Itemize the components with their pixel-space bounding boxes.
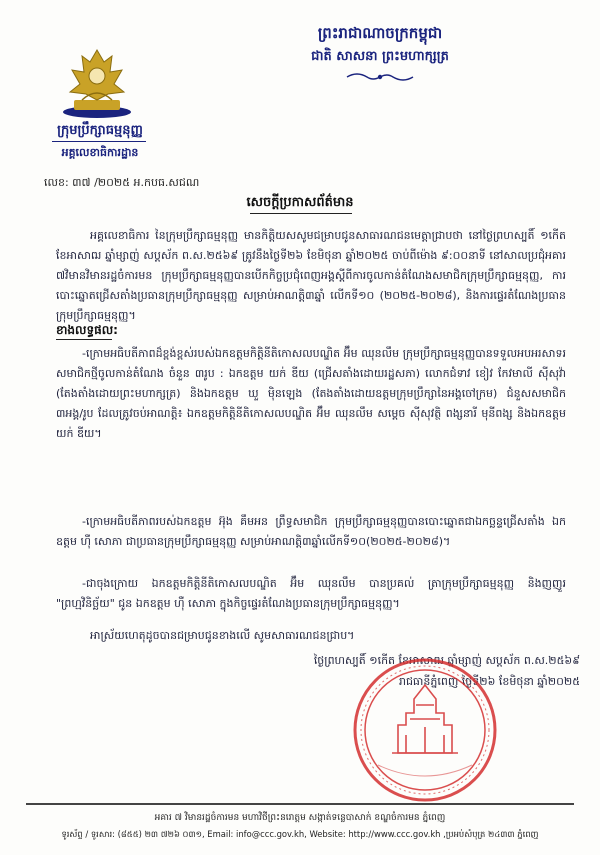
footer-contact: ទូរស័ព្ទ / ទូរសារ: (៨៥៥) ២៣ ៧២៦ ០៣១, Email: info@ccc.gov.kh, Website: http://www.ccc.gov.kh ,ប្រអប់សំបុត្រ ២៤៣៣ ភ្នំពេញ (61, 829, 539, 839)
secretariat-name: អគ្គលេខាធិការដ្ឋាន (61, 146, 139, 159)
official-seal-icon (350, 655, 500, 805)
footer-divider (26, 803, 574, 805)
result-paragraph-2: -ក្រោមអធិបតីភាពរបស់ឯកឧត្តម អ៊ុង គឹមអន ព្រឹទ្ធសមាជិក ក្រុមប្រឹក្សាធម្មនុញ្ញបានបោះឆ្នោតជាឯកច្ឆន្ទជ្រើសតាំង ឯកឧត្តម ហ៊ឺ សោភា ជាប្រធានក្រុមប្រឹក្សាធម្មនុញ្ញ សម្រាប់អាណត្តិ៣ឆ្នាំលើកទី១០(២០២៥-២០២៨)។ (56, 515, 566, 548)
council-name: ក្រុមប្រឹក្សាធម្មនុញ្ញ (57, 123, 143, 138)
closing-paragraph: អាស្រ័យហេតុដូចបានជម្រាបជូនខាងលើ សូមសាធារណជនជ្រាប។ (90, 629, 355, 642)
result-paragraph-3: -ជាចុងក្រោយ ឯកឧត្តមកិត្តិនីតិកោសលបណ្ឌិត អ៊ឹម ឈុនលឹម បានប្រគល់ ត្រាក្រុមប្រឹក្សាធម្មនុញ្ញ និងញញួរ "ព្រហ្មវិនិច្ឆ័យ" ជូន ឯកឧត្តម ហ៊ឺ សោភា ក្នុងកិច្ចផ្ទេរតំណែងប្រធានក្រុមប្រឹក្សាធម្មនុញ្ញ។ (56, 577, 566, 610)
reference-number: លេខ: ៣៧ /២០២៥ អ.កបធ.សជណ (44, 176, 200, 189)
results-heading: ខាងលទ្ធផល: (56, 323, 118, 337)
title-underline (250, 213, 352, 214)
intro-paragraph: អគ្គលេខាធិការ នៃក្រុមប្រឹក្សាធម្មនុញ្ញ មានកិត្តិយសសូមជម្រាបជូនសាធារណជនមេត្តាជ្រាបថា នៅថ្ងៃព្រហស្បតិ៍ ១កើត ខែអាសាឍ ឆ្នាំម្សាញ់ សប្តស័ក ព.ស.២៥៦៩ ត្រូវនឹងថ្ងៃទី២៦ ខែមិថុនា ឆ្នាំ២០២៥ ចាប់ពីម៉ោង ៩:០០នាទី នៅសាលប្រជុំអគារ ៧វិមានវិមានរដ្ឋចំការមន ក្រុមប្រឹក្សាធម្មនុញ្ញបានបើកកិច្ចប្រជុំពេញអង្គស្តីពីការចូលកាន់តំណែងសមាជិកក្រុមប្រឹក្សាធម្មនុញ្ញ, ការបោះឆ្នោតជ្រើសតាំងប្រធានក្រុមប្រឹក្សាធម្មនុញ្ញ សម្រាប់អាណត្តិ៣ឆ្នាំ លើកទី១០ (២០២៥-២០២៨), និងការផ្ទេរតំណែងប្រធានក្រុមប្រឹក្សាធម្មនុញ្ញ។ (56, 229, 566, 322)
council-name-underline (52, 141, 146, 142)
results-underline (56, 339, 112, 340)
ornament-divider-icon (345, 70, 415, 84)
footer-address: អគារ ៧ វិមានរដ្ឋចំការមន មហាវិថីព្រះនរោត្តម សង្កាត់ទន្លេបាសាក់ ខណ្ឌចំការមន ភ្នំពេញ (154, 813, 446, 823)
date-lunar: ថ្ងៃព្រហស្បតិ៍ ១កើត ខែអាសាឍ ឆ្នាំម្សាញ់ សប្តស័ក ព.ស.២៥៦៩ (313, 654, 580, 667)
kingdom-name: ព្រះរាជាណាចក្រកម្ពុជា (317, 24, 443, 42)
document-title: សេចក្តីប្រកាសព័ត៌មាន (246, 195, 354, 210)
result-paragraph-1: -ក្រោមអធិបតីភាពដ៏ខ្ពង់ខ្ពស់របស់ឯកឧត្តមកិត្តិនីតិកោសលបណ្ឌិត អ៊ឹម ឈុនលឹម ក្រុមប្រឹក្សាធម្មនុញ្ញបានទទួលអបអរសាទរសមាជិកថ្មីចូលកាន់តំណែង ចំនួន ៣រូប : ឯកឧត្តម យក់ ឌីយ (ជ្រើសតាំងដោយរដ្ឋសភា) លោកជំទាវ ខៀវ កែវមាលី ស៊ីសុវ៉ា (តែងតាំងដោយព្រះមហាក្សត្រ) និងឯកឧត្តម ឃួ ម៉ិនឡេង (តែងតាំងដោយឧត្តមក្រុមប្រឹក្សានៃអង្គចៅក្រម) ជំនួសសមាជិក ៣អង្គ/រូប ដែលត្រូវចប់អាណត្តិ៖ ឯកឧត្តមកិត្តិនីតិកោសលបណ្ឌិត អ៊ឹម ឈុនលឹម សម្តេច ស៊ីសុវត្ថិ ពង្សនារី មុនីពង្ស និងឯកឧត្តម យក់ ឌីយ។ (56, 347, 566, 440)
national-motto: ជាតិ សាសនា ព្រះមហាក្សត្រ (311, 49, 449, 64)
date-place: រាជធានីភ្នំពេញ ថ្ងៃទី២៦ ខែមិថុនា ឆ្នាំ២០២៥ (398, 675, 580, 688)
council-emblem-icon (52, 42, 142, 122)
